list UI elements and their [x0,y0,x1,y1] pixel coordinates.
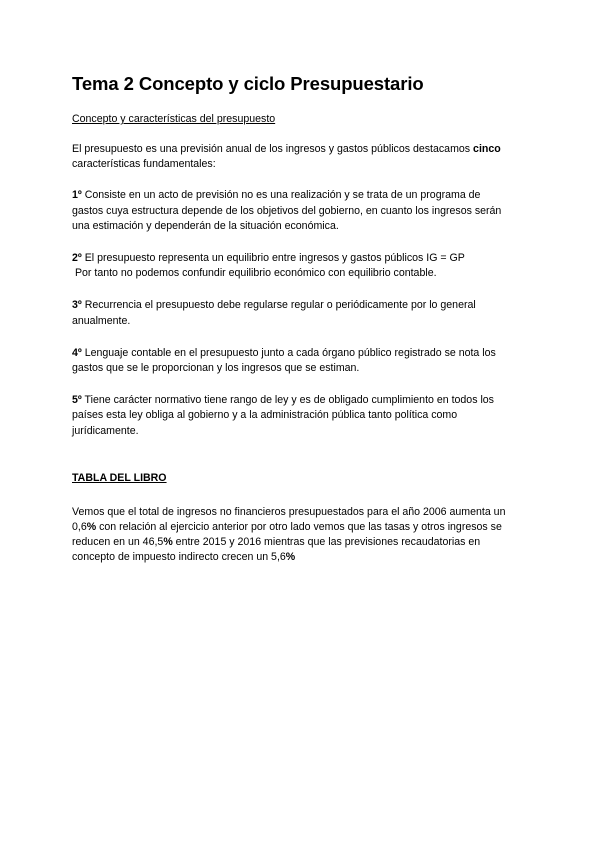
intro-paragraph [72,142,532,172]
point-2-text-1: El presupuesto representa un equilibrio entre ingresos y gastos públicos IG = GP [81,252,465,265]
point-2-line-1 [72,251,532,266]
point-5-number: 5º [72,394,82,407]
point-1-line-1 [72,188,532,203]
point-1-paragraph [72,188,532,234]
point-1-text-1: Consiste en un acto de previsión no es una realización y se trata de un programa de [81,189,481,202]
point-4-text-1: Lenguaje contable en el presupuesto junto a cada órgano público registrado se nota los [81,346,496,359]
table-line-4 [72,550,532,565]
document-page [72,72,532,566]
intro-line-2: características fundamentales: [72,158,216,171]
table-line-2-text: con relación al ejercicio anterior por otro lado vemos que las tasas y otros ingresos se [96,521,502,534]
table-line-4-value: concepto de impuesto indirecto crecen un 5,6 [72,551,286,564]
point-4-line-1 [72,346,532,361]
document-title: Tema 2 Concepto y ciclo Presupuestario [72,73,424,94]
point-2-number: 2º [72,252,82,265]
table-paragraph [72,505,532,566]
point-1-line-2: gastos cuya estructura depende de los objetivos del gobierno, en cuanto los ingresos serán [72,204,502,217]
table-line-2 [72,520,532,535]
section-subtitle: Concepto y características del presupuesto [72,113,276,125]
table-line-3-text: entre 2015 y 2016 mientras que las previsiones recaudatorias en [172,536,481,549]
point-5-line-1 [72,393,532,408]
table-line-2-percent: % [86,521,97,534]
table-heading: TABLA DEL LIBRO [72,471,167,484]
point-5-paragraph [72,393,532,439]
point-3-paragraph [72,298,532,328]
intro-line-1 [72,142,532,157]
table-line-1: Vemos que el total de ingresos no financieros presupuestados para el año 2006 aumenta un [72,505,506,518]
point-2-line-2: Por tanto no podemos confundir equilibrio económico con equilibrio contable. [72,267,437,280]
table-line-2-value: 0,6 [72,521,87,534]
point-5-line-2: países esta ley obliga al gobierno y a la administración pública tanto política como [72,409,458,422]
point-3-line-1 [72,298,532,313]
intro-text: El presupuesto es una previsión anual de los ingresos y gastos públicos destacamos [72,143,474,155]
point-4-number: 4º [72,346,82,359]
point-5-text-1: Tiene carácter normativo tiene rango de ley y es de obligado cumplimiento en todos los [81,394,494,407]
point-4-line-2: gastos que se le proporcionan y los ingresos que se estiman. [72,362,360,375]
point-3-number: 3º [72,299,82,312]
point-2-paragraph [72,251,532,281]
table-line-4-percent: % [285,551,296,564]
intro-bold-word: cinco [473,143,501,155]
point-1-number: 1º [72,189,82,202]
point-1-line-3: una estimación y dependerán de la situación económica. [72,219,339,232]
table-line-3 [72,535,532,550]
table-line-3-percent: % [163,536,173,549]
table-line-3-value: reducen en un 46,5 [72,536,164,549]
point-4-paragraph [72,346,532,376]
point-3-line-2: anualmente. [72,314,131,327]
point-3-text-1: Recurrencia el presupuesto debe regularse regular o periódicamente por lo general [81,299,476,312]
point-5-line-3: jurídicamente. [72,424,139,437]
